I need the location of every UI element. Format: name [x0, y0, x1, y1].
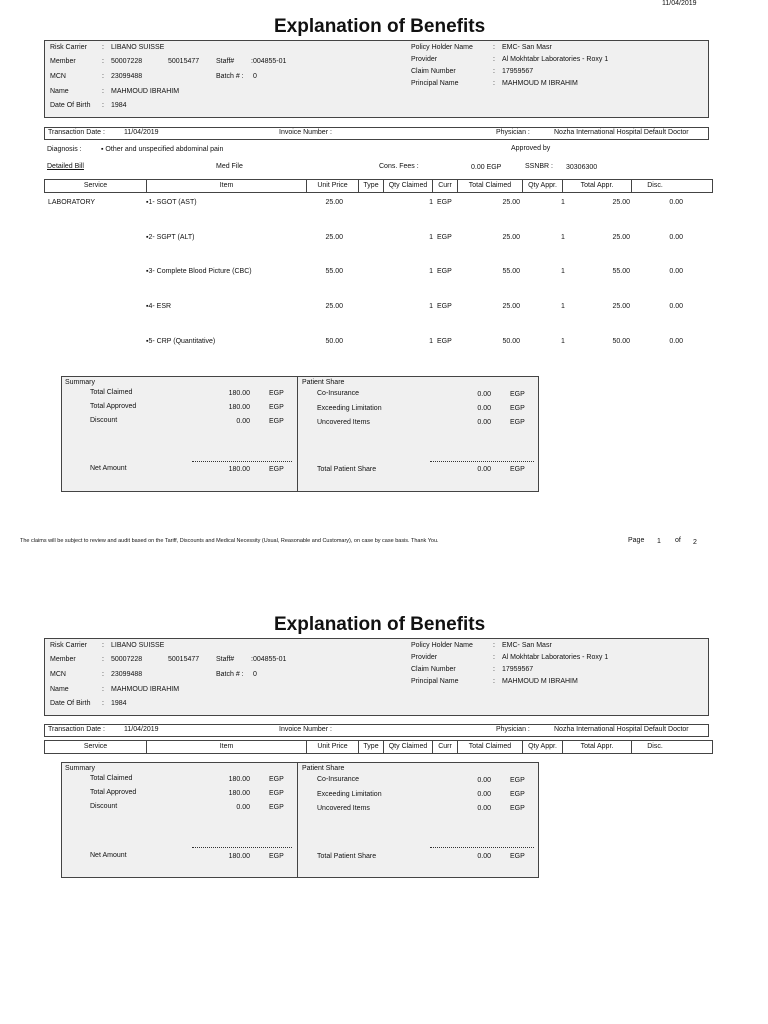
col-unit-price: Unit Price [307, 180, 359, 192]
total-claimed-value: 180.00 [228, 776, 250, 783]
colon: : [493, 666, 495, 673]
row-curr: EGP [437, 234, 452, 241]
col-item: Item [147, 180, 307, 192]
footer-note: The claims will be subject to review and audit based on the Tariff, Discounts and Medical Necessity (Usual, Reasonable and Customary), on case by case basis. Thank You. [20, 538, 439, 544]
uncovered-label: Uncovered Items [317, 805, 370, 812]
of-label: of [675, 537, 681, 544]
col-total-appr: Total Appr. [563, 180, 632, 192]
provider-value: Al Mokhtabr Laboratories - Roxy 1 [502, 56, 609, 63]
risk-carrier-value: LIBANO SUISSE [111, 642, 165, 649]
member-label: Member [50, 656, 76, 663]
colon: : [493, 44, 495, 51]
name-label: Name [50, 88, 69, 95]
transaction-date-label: Transaction Date : [48, 726, 105, 733]
name-value: MAHMOUD IBRAHIM [111, 686, 180, 693]
total-claimed-label: Total Claimed [90, 389, 133, 396]
row-qty-appr: 1 [561, 199, 565, 206]
header-box [44, 40, 709, 118]
diagnosis-label: Diagnosis : [47, 146, 82, 153]
transaction-date-value: 11/04/2019 [124, 129, 159, 136]
colon: : [102, 58, 104, 65]
transaction-date-label: Transaction Date : [48, 129, 105, 136]
exceeding-label: Exceeding Limitation [317, 405, 382, 412]
col-type: Type [359, 180, 384, 192]
ssnbr-value: 30306300 [566, 164, 598, 171]
currency: EGP [510, 405, 525, 412]
row-curr: EGP [437, 199, 452, 206]
col-qty-claimed: Qty Claimed [384, 180, 433, 192]
row-total-claimed: 25.00 [502, 199, 520, 206]
staff-value: :004855-01 [251, 58, 287, 65]
row-total-appr: 25.00 [612, 199, 630, 206]
row-item: ▪5- CRP (Quantitative) [146, 338, 216, 345]
currency: EGP [269, 853, 284, 860]
row-disc: 0.00 [669, 268, 683, 275]
print-date: 11/04/2019 [662, 0, 697, 7]
colon: : [102, 44, 104, 51]
member-value: 50007228 [111, 58, 143, 65]
principal-label: Principal Name [411, 678, 459, 685]
total-claimed-value: 180.00 [228, 390, 250, 397]
col-service: Service [45, 180, 147, 192]
row-qty-appr: 1 [561, 234, 565, 241]
header-box [44, 638, 709, 716]
summary-heading: Summary [65, 765, 95, 772]
claim-number-value: 17959567 [502, 68, 534, 75]
mcn-value: 23099488 [111, 671, 143, 678]
col-curr: Curr [433, 180, 458, 192]
member-extra: 50015477 [168, 58, 200, 65]
service-group: LABORATORY [48, 199, 96, 206]
risk-carrier-label: Risk Carrier [50, 44, 87, 51]
currency: EGP [269, 390, 284, 397]
col-type: Type [359, 741, 384, 753]
exceeding-label: Exceeding Limitation [317, 791, 382, 798]
discount-label: Discount [90, 803, 118, 810]
currency: EGP [269, 418, 284, 425]
currency: EGP [269, 466, 284, 473]
patient-share-heading: Patient Share [302, 765, 345, 772]
coinsurance-value: 0.00 [477, 777, 491, 784]
currency: EGP [510, 777, 525, 784]
currency: EGP [510, 391, 525, 398]
row-total-claimed: 25.00 [502, 234, 520, 241]
total-patient-share-label: Total Patient Share [317, 853, 377, 860]
member-extra: 50015477 [168, 656, 200, 663]
row-total-claimed: 50.00 [502, 338, 520, 345]
batch-value: 0 [253, 73, 257, 80]
row-total-appr: 25.00 [612, 303, 630, 310]
row-qty-appr: 1 [561, 303, 565, 310]
row-disc: 0.00 [669, 303, 683, 310]
currency: EGP [510, 805, 525, 812]
transaction-bar [44, 127, 709, 140]
row-qty: 1 [429, 338, 433, 345]
total-patient-share-label: Total Patient Share [317, 466, 377, 473]
currency: EGP [269, 776, 284, 783]
total-approved-label: Total Approved [90, 789, 137, 796]
row-item: ▪1- SGOT (AST) [146, 199, 197, 206]
colon: : [493, 678, 495, 685]
policy-holder-value: EMC- San Masr [502, 44, 552, 51]
principal-value: MAHMOUD M IBRAHIM [502, 678, 578, 685]
page-title: Explanation of Benefits [274, 16, 486, 37]
row-curr: EGP [437, 338, 452, 345]
risk-carrier-value: LIBANO SUISSE [111, 44, 165, 51]
col-service: Service [45, 741, 147, 753]
net-amount-value: 180.00 [228, 466, 250, 473]
col-disc: Disc. [647, 182, 663, 189]
net-amount-label: Net Amount [90, 852, 127, 859]
dob-label: Date Of Birth [50, 102, 91, 109]
currency: EGP [510, 466, 525, 473]
row-qty-appr: 1 [561, 338, 565, 345]
currency: EGP [269, 404, 284, 411]
summary-box [61, 376, 539, 492]
invoice-number-label: Invoice Number : [279, 726, 332, 733]
batch-label: Batch # : [216, 671, 244, 678]
physician-label: Physician : [496, 129, 530, 136]
col-qty-claimed: Qty Claimed [384, 741, 433, 753]
patient-share-heading: Patient Share [302, 379, 345, 386]
staff-value: :004855-01 [251, 656, 287, 663]
detailed-bill-link[interactable]: Detailed Bill [47, 163, 84, 170]
row-unit-price: 25.00 [325, 234, 343, 241]
member-value: 50007228 [111, 656, 143, 663]
col-disc: Disc. [647, 743, 663, 750]
col-total-claimed: Total Claimed [458, 180, 523, 192]
row-unit-price: 50.00 [325, 338, 343, 345]
currency: EGP [269, 790, 284, 797]
exceeding-value: 0.00 [477, 791, 491, 798]
policy-holder-value: EMC- San Masr [502, 642, 552, 649]
cons-fees-label: Cons. Fees : [379, 163, 419, 170]
discount-value: 0.00 [236, 804, 250, 811]
coinsurance-value: 0.00 [477, 391, 491, 398]
currency: EGP [510, 791, 525, 798]
dob-value: 1984 [111, 700, 127, 707]
row-qty: 1 [429, 303, 433, 310]
row-qty-appr: 1 [561, 268, 565, 275]
invoice-number-label: Invoice Number : [279, 129, 332, 136]
provider-value: Al Mokhtabr Laboratories - Roxy 1 [502, 654, 609, 661]
staff-label: Staff# [216, 58, 235, 65]
transaction-date-value: 11/04/2019 [124, 726, 159, 733]
row-unit-price: 25.00 [325, 303, 343, 310]
page-title: Explanation of Benefits [274, 614, 486, 635]
page-total: 2 [693, 539, 697, 546]
colon: : [102, 102, 104, 109]
row-curr: EGP [437, 303, 452, 310]
claim-number-value: 17959567 [502, 666, 534, 673]
row-qty: 1 [429, 234, 433, 241]
policy-holder-label: Policy Holder Name [411, 44, 473, 51]
member-label: Member [50, 58, 76, 65]
total-dots [192, 847, 292, 848]
row-disc: 0.00 [669, 234, 683, 241]
summary-divider [297, 763, 298, 877]
principal-label: Principal Name [411, 80, 459, 87]
mcn-label: MCN [50, 671, 66, 678]
claim-number-label: Claim Number [411, 666, 456, 673]
row-total-claimed: 25.00 [502, 303, 520, 310]
currency: EGP [269, 804, 284, 811]
provider-label: Provider [411, 56, 438, 63]
transaction-bar [44, 724, 709, 737]
row-disc: 0.00 [669, 338, 683, 345]
risk-carrier-label: Risk Carrier [50, 642, 87, 649]
row-unit-price: 55.00 [325, 268, 343, 275]
row-disc: 0.00 [669, 199, 683, 206]
row-item: ▪4- ESR [146, 303, 172, 310]
principal-value: MAHMOUD M IBRAHIM [502, 80, 578, 87]
row-curr: EGP [437, 268, 452, 275]
discount-value: 0.00 [236, 418, 250, 425]
cons-fees-value: 0.00 EGP [471, 164, 502, 171]
row-total-appr: 25.00 [612, 234, 630, 241]
exceeding-value: 0.00 [477, 405, 491, 412]
net-amount-label: Net Amount [90, 465, 127, 472]
colon: : [493, 654, 495, 661]
colon: : [102, 88, 104, 95]
summary-divider [297, 377, 298, 491]
row-total-appr: 55.00 [612, 268, 630, 275]
physician-value: Nozha International Hospital Default Doctor [554, 129, 689, 136]
page-label: Page [628, 537, 645, 544]
colon: : [493, 56, 495, 63]
col-total-appr: Total Appr. [563, 741, 632, 753]
dob-value: 1984 [111, 102, 127, 109]
total-dots [192, 461, 292, 462]
uncovered-label: Uncovered Items [317, 419, 370, 426]
uncovered-value: 0.00 [477, 419, 491, 426]
page-number: 1 [657, 538, 661, 545]
colon: : [102, 700, 104, 707]
colon: : [102, 642, 104, 649]
col-total-claimed: Total Claimed [458, 741, 523, 753]
diagnosis-value: ▪ Other and unspecified abdominal pain [101, 146, 224, 153]
total-patient-share-value: 0.00 [477, 466, 491, 473]
name-value: MAHMOUD IBRAHIM [111, 88, 180, 95]
coinsurance-label: Co-Insurance [317, 776, 360, 783]
staff-label: Staff# [216, 656, 235, 663]
share-dots [430, 847, 534, 848]
colon: : [493, 642, 495, 649]
row-item: ▪2- SGPT (ALT) [146, 234, 195, 241]
summary-box [61, 762, 539, 878]
mcn-value: 23099488 [111, 73, 143, 80]
row-item: ▪3- Complete Blood Picture (CBC) [146, 268, 252, 275]
colon: : [102, 671, 104, 678]
col-curr: Curr [433, 741, 458, 753]
row-qty: 1 [429, 268, 433, 275]
total-approved-value: 180.00 [228, 790, 250, 797]
col-qty-appr: Qty Appr. [523, 741, 563, 753]
batch-value: 0 [253, 671, 257, 678]
provider-label: Provider [411, 654, 438, 661]
colon: : [102, 686, 104, 693]
column-header-row [44, 179, 713, 193]
colon: : [102, 73, 104, 80]
summary-heading: Summary [65, 379, 95, 386]
total-approved-value: 180.00 [228, 404, 250, 411]
column-header-row [44, 740, 713, 754]
currency: EGP [510, 419, 525, 426]
physician-value: Nozha International Hospital Default Doctor [554, 726, 689, 733]
approved-by-label: Approved by [511, 145, 551, 152]
total-patient-share-value: 0.00 [477, 853, 491, 860]
colon: : [102, 656, 104, 663]
col-qty-appr: Qty Appr. [523, 180, 563, 192]
dob-label: Date Of Birth [50, 700, 91, 707]
policy-holder-label: Policy Holder Name [411, 642, 473, 649]
med-file-label: Med File [216, 163, 243, 170]
net-amount-value: 180.00 [228, 853, 250, 860]
row-total-claimed: 55.00 [502, 268, 520, 275]
col-unit-price: Unit Price [307, 741, 359, 753]
row-total-appr: 50.00 [612, 338, 630, 345]
col-item: Item [147, 741, 307, 753]
name-label: Name [50, 686, 69, 693]
ssnbr-label: SSNBR : [525, 163, 554, 170]
physician-label: Physician : [496, 726, 530, 733]
colon: : [493, 68, 495, 75]
mcn-label: MCN [50, 73, 66, 80]
share-dots [430, 461, 534, 462]
uncovered-value: 0.00 [477, 805, 491, 812]
batch-label: Batch # : [216, 73, 244, 80]
total-approved-label: Total Approved [90, 403, 137, 410]
total-claimed-label: Total Claimed [90, 775, 133, 782]
row-qty: 1 [429, 199, 433, 206]
row-unit-price: 25.00 [325, 199, 343, 206]
colon: : [493, 80, 495, 87]
coinsurance-label: Co-Insurance [317, 390, 360, 397]
currency: EGP [510, 853, 525, 860]
claim-number-label: Claim Number [411, 68, 456, 75]
discount-label: Discount [90, 417, 118, 424]
